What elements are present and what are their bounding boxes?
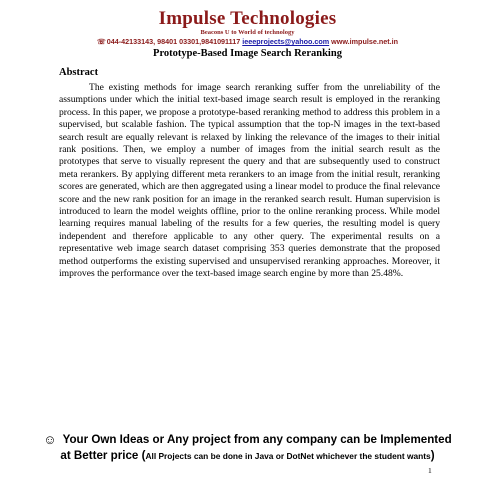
footer-line1-text: Your Own Ideas or Any project from any company can be Implemented: [62, 433, 452, 446]
brand-tagline: Beacons U to World of technology: [200, 29, 295, 36]
page-number: 1: [428, 466, 432, 475]
footer-line2-close: ): [430, 449, 435, 462]
contact-phones: 044-42133143, 98401 03301,9841091117: [106, 37, 241, 46]
phone-icon: ☏: [96, 39, 106, 46]
footer-line2-main: at Better price (: [60, 449, 146, 462]
smile-icon: ☺: [43, 432, 57, 447]
footer-promo-line1: [0, 432, 495, 447]
brand-name: Impulse Technologies: [158, 8, 337, 29]
footer-line2-note: All Projects can be done in Java or DotNet whichever the student wants: [145, 451, 431, 461]
contact-email-link[interactable]: ieeeprojects@yahoo.com: [242, 37, 330, 46]
document-title: Prototype-Based Image Search Reranking: [153, 48, 342, 59]
contact-line: [0, 37, 495, 46]
contact-website: www.impulse.net.in: [331, 37, 398, 46]
abstract-paragraph: The existing methods for image search reranking suffer from the unreliability of the assumptions under which the initial text-based image search result is employed in the reranking process. In this paper, we propose a prototype-based reranking method to address this problem in a supervised, but scalable fashion. The typical assumption that the top-N images in the text-based search result are equally relevant is relaxed by linking the relevance of the images to their initial rank positions. Then, we employ a number of images from the initial search result as the prototypes that serve to visually represent the query and that are subsequently used to construct meta rerankers. By applying different meta rerankers to an image from the initial result, reranking scores are generated, which are then aggregated using a linear model to produce the final relevance score and the new rank position for an image in the reranked search result. Human supervision is introduced to learn the model weights offline, prior to the online reranking process. While model learning requires manual labeling of the results for a few queries, the resulting model is query independent and therefore applicable to any other query. The experimental results on a representative web image search dataset comprising 353 queries demonstrate that the proposed method outperforms the existing supervised and unsupervised reranking approaches. Moreover, it improves the performance over the text-based image search engine by more than 25.48%.: [59, 82, 440, 280]
abstract-heading: Abstract: [59, 67, 99, 78]
footer-promo-line2: [0, 449, 495, 462]
